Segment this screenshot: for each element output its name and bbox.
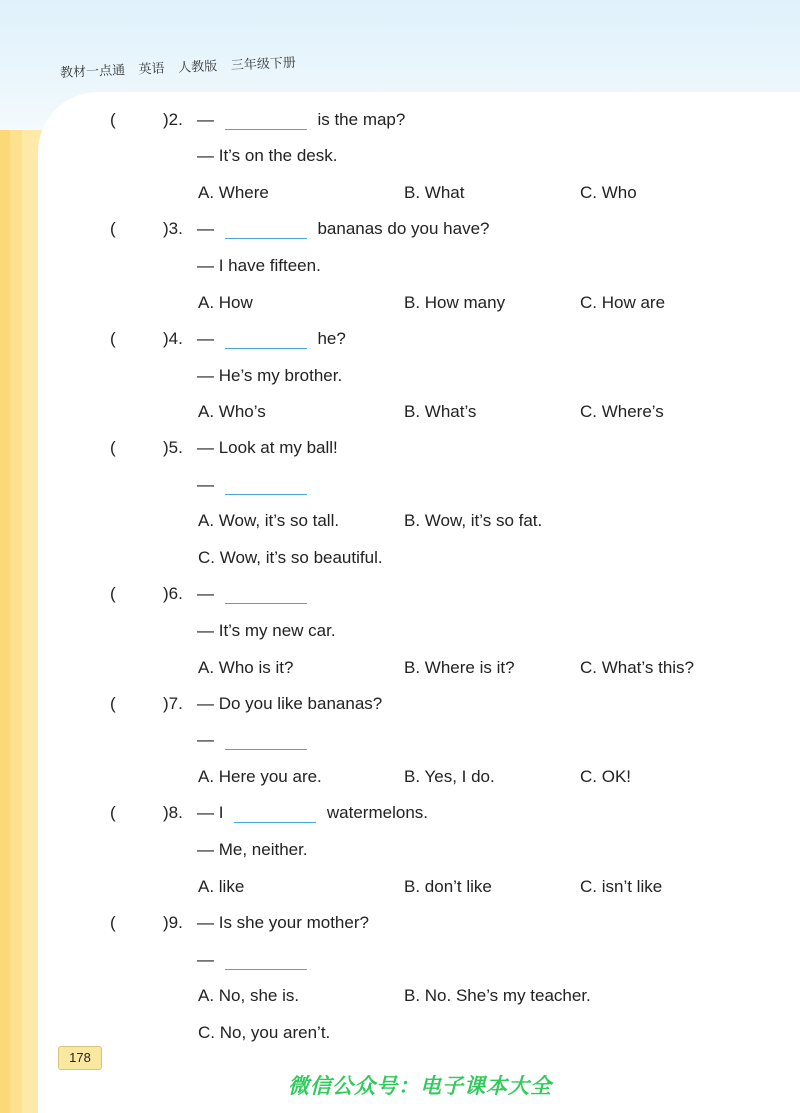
option-c[interactable]: C. What’s this?: [580, 658, 695, 677]
answer-line: — Me, neither.: [197, 840, 308, 859]
option-b[interactable]: B. How many: [404, 293, 506, 312]
answer-line: — He’s my brother.: [197, 366, 343, 385]
question-number: )7.: [163, 694, 183, 713]
answer-line: —: [197, 730, 313, 750]
blank-input[interactable]: [225, 731, 307, 750]
blank-input[interactable]: [225, 330, 307, 349]
question-line: — Is she your mother?: [197, 913, 369, 932]
option-b[interactable]: B. What: [404, 183, 465, 202]
option-a[interactable]: A. Where: [198, 183, 269, 202]
blank-input[interactable]: [225, 476, 307, 495]
answer-line: —: [197, 475, 313, 495]
blank-input[interactable]: [225, 951, 307, 970]
option-b[interactable]: B. Where is it?: [404, 658, 515, 677]
answer-paren[interactable]: (: [110, 219, 116, 238]
watermark: 微信公众号：电子课本大全: [288, 1074, 552, 1098]
question-line: — Do you like bananas?: [197, 694, 383, 713]
blank-input[interactable]: [225, 111, 307, 130]
answer-paren[interactable]: (: [110, 329, 116, 348]
question-number: )5.: [163, 438, 183, 457]
question-line: — he?: [197, 329, 346, 348]
answer-line: — It’s my new car.: [197, 621, 336, 640]
answer-paren[interactable]: (: [110, 110, 116, 129]
question-line: — is the map?: [197, 110, 406, 129]
option-c[interactable]: C. No, you aren’t.: [198, 1023, 331, 1042]
question-line: —: [197, 584, 313, 604]
question-number: )2.: [163, 110, 183, 129]
option-b[interactable]: B. don’t like: [404, 877, 492, 896]
option-b[interactable]: B. Yes, I do.: [404, 767, 495, 786]
answer-line: —: [197, 950, 313, 970]
blank-input[interactable]: [225, 220, 307, 239]
option-c[interactable]: C. Who: [580, 183, 637, 202]
question-line: — Look at my ball!: [197, 438, 338, 457]
question-number: )9.: [163, 913, 183, 932]
header-book: 教材一点通: [59, 62, 126, 80]
option-a[interactable]: A. No, she is.: [198, 986, 300, 1005]
option-a[interactable]: A. Here you are.: [198, 767, 322, 786]
page-sheet: [38, 92, 800, 1113]
option-c[interactable]: C. Where’s: [580, 402, 664, 421]
answer-line: — I have fifteen.: [197, 256, 321, 275]
option-c[interactable]: C. OK!: [580, 767, 632, 786]
option-b[interactable]: B. Wow, it’s so fat.: [404, 511, 543, 530]
answer-line: — It’s on the desk.: [197, 146, 338, 165]
page-number: 178: [58, 1046, 102, 1070]
answer-paren[interactable]: (: [110, 803, 116, 822]
option-a[interactable]: A. Who is it?: [198, 658, 294, 677]
question-number: )6.: [163, 584, 183, 603]
header-grade: 三年级下册: [230, 54, 297, 73]
answer-paren[interactable]: (: [110, 584, 116, 603]
question-number: )8.: [163, 803, 183, 822]
answer-paren[interactable]: (: [110, 694, 116, 713]
question-line: — bananas do you have?: [197, 219, 490, 238]
option-c[interactable]: C. Wow, it’s so beautiful.: [198, 548, 383, 567]
answer-paren[interactable]: (: [110, 438, 116, 457]
blank-input[interactable]: [225, 585, 307, 604]
header-subject: 英语: [138, 60, 165, 77]
question-number: )4.: [163, 329, 183, 348]
option-a[interactable]: A. Wow, it’s so tall.: [198, 511, 340, 530]
blank-input[interactable]: [234, 804, 316, 823]
question-line: — I watermelons.: [197, 803, 428, 822]
option-b[interactable]: B. No. She’s my teacher.: [404, 986, 591, 1005]
option-a[interactable]: A. How: [198, 293, 253, 312]
option-a[interactable]: A. like: [198, 877, 245, 896]
option-c[interactable]: C. isn’t like: [580, 877, 663, 896]
question-number: )3.: [163, 219, 183, 238]
option-b[interactable]: B. What’s: [404, 402, 477, 421]
option-a[interactable]: A. Who’s: [198, 402, 266, 421]
option-c[interactable]: C. How are: [580, 293, 666, 312]
header-edition: 人教版: [177, 58, 218, 75]
answer-paren[interactable]: (: [110, 913, 116, 932]
